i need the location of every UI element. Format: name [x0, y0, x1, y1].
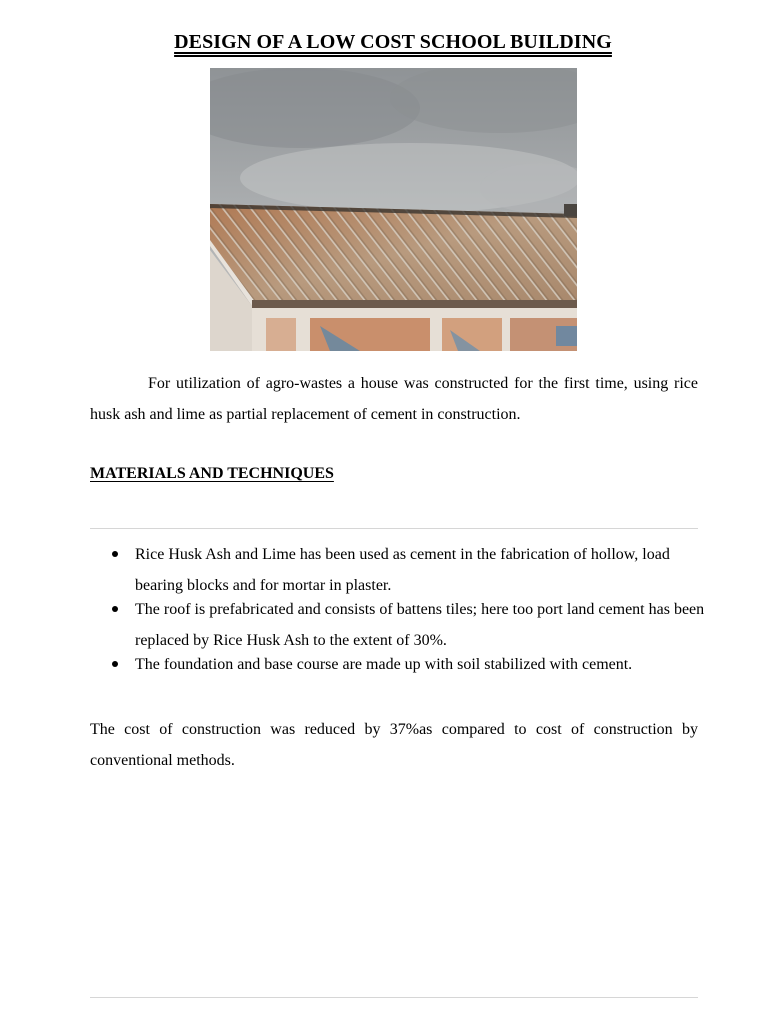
- divider: [90, 528, 698, 529]
- roof-photo: [210, 68, 577, 351]
- section-heading: MATERIALS AND TECHNIQUES: [90, 465, 334, 482]
- list-item: [112, 594, 712, 656]
- page-title: DESIGN OF A LOW COST SCHOOL BUILDING: [174, 31, 612, 53]
- list-item-text: The foundation and base course are made up with soil stabilized with cement.: [135, 656, 633, 673]
- bullet-icon: [112, 661, 118, 667]
- intro-paragraph: For utilization of agro-wastes a house was constructed for the first time, using rice husk ash and lime as partial replacement of cement in construction.: [90, 375, 698, 423]
- list-item: [112, 539, 712, 601]
- list-item: [112, 649, 712, 680]
- bullet-list: [112, 539, 712, 673]
- list-item-text: The roof is prefabricated and consists of battens tiles; here too port land cement has been replaced by Rice Husk Ash to the extent of 30%.: [135, 601, 705, 649]
- list-item-text: Rice Husk Ash and Lime has been used as cement in the fabrication of hollow, load bearing blocks and for mortar in plaster.: [135, 546, 670, 594]
- closing-paragraph: The cost of construction was reduced by 37%as compared to cost of construction by conventional methods.: [90, 721, 698, 769]
- bullet-icon: [112, 606, 118, 612]
- bullet-icon: [112, 551, 118, 557]
- footer-divider: [90, 997, 698, 998]
